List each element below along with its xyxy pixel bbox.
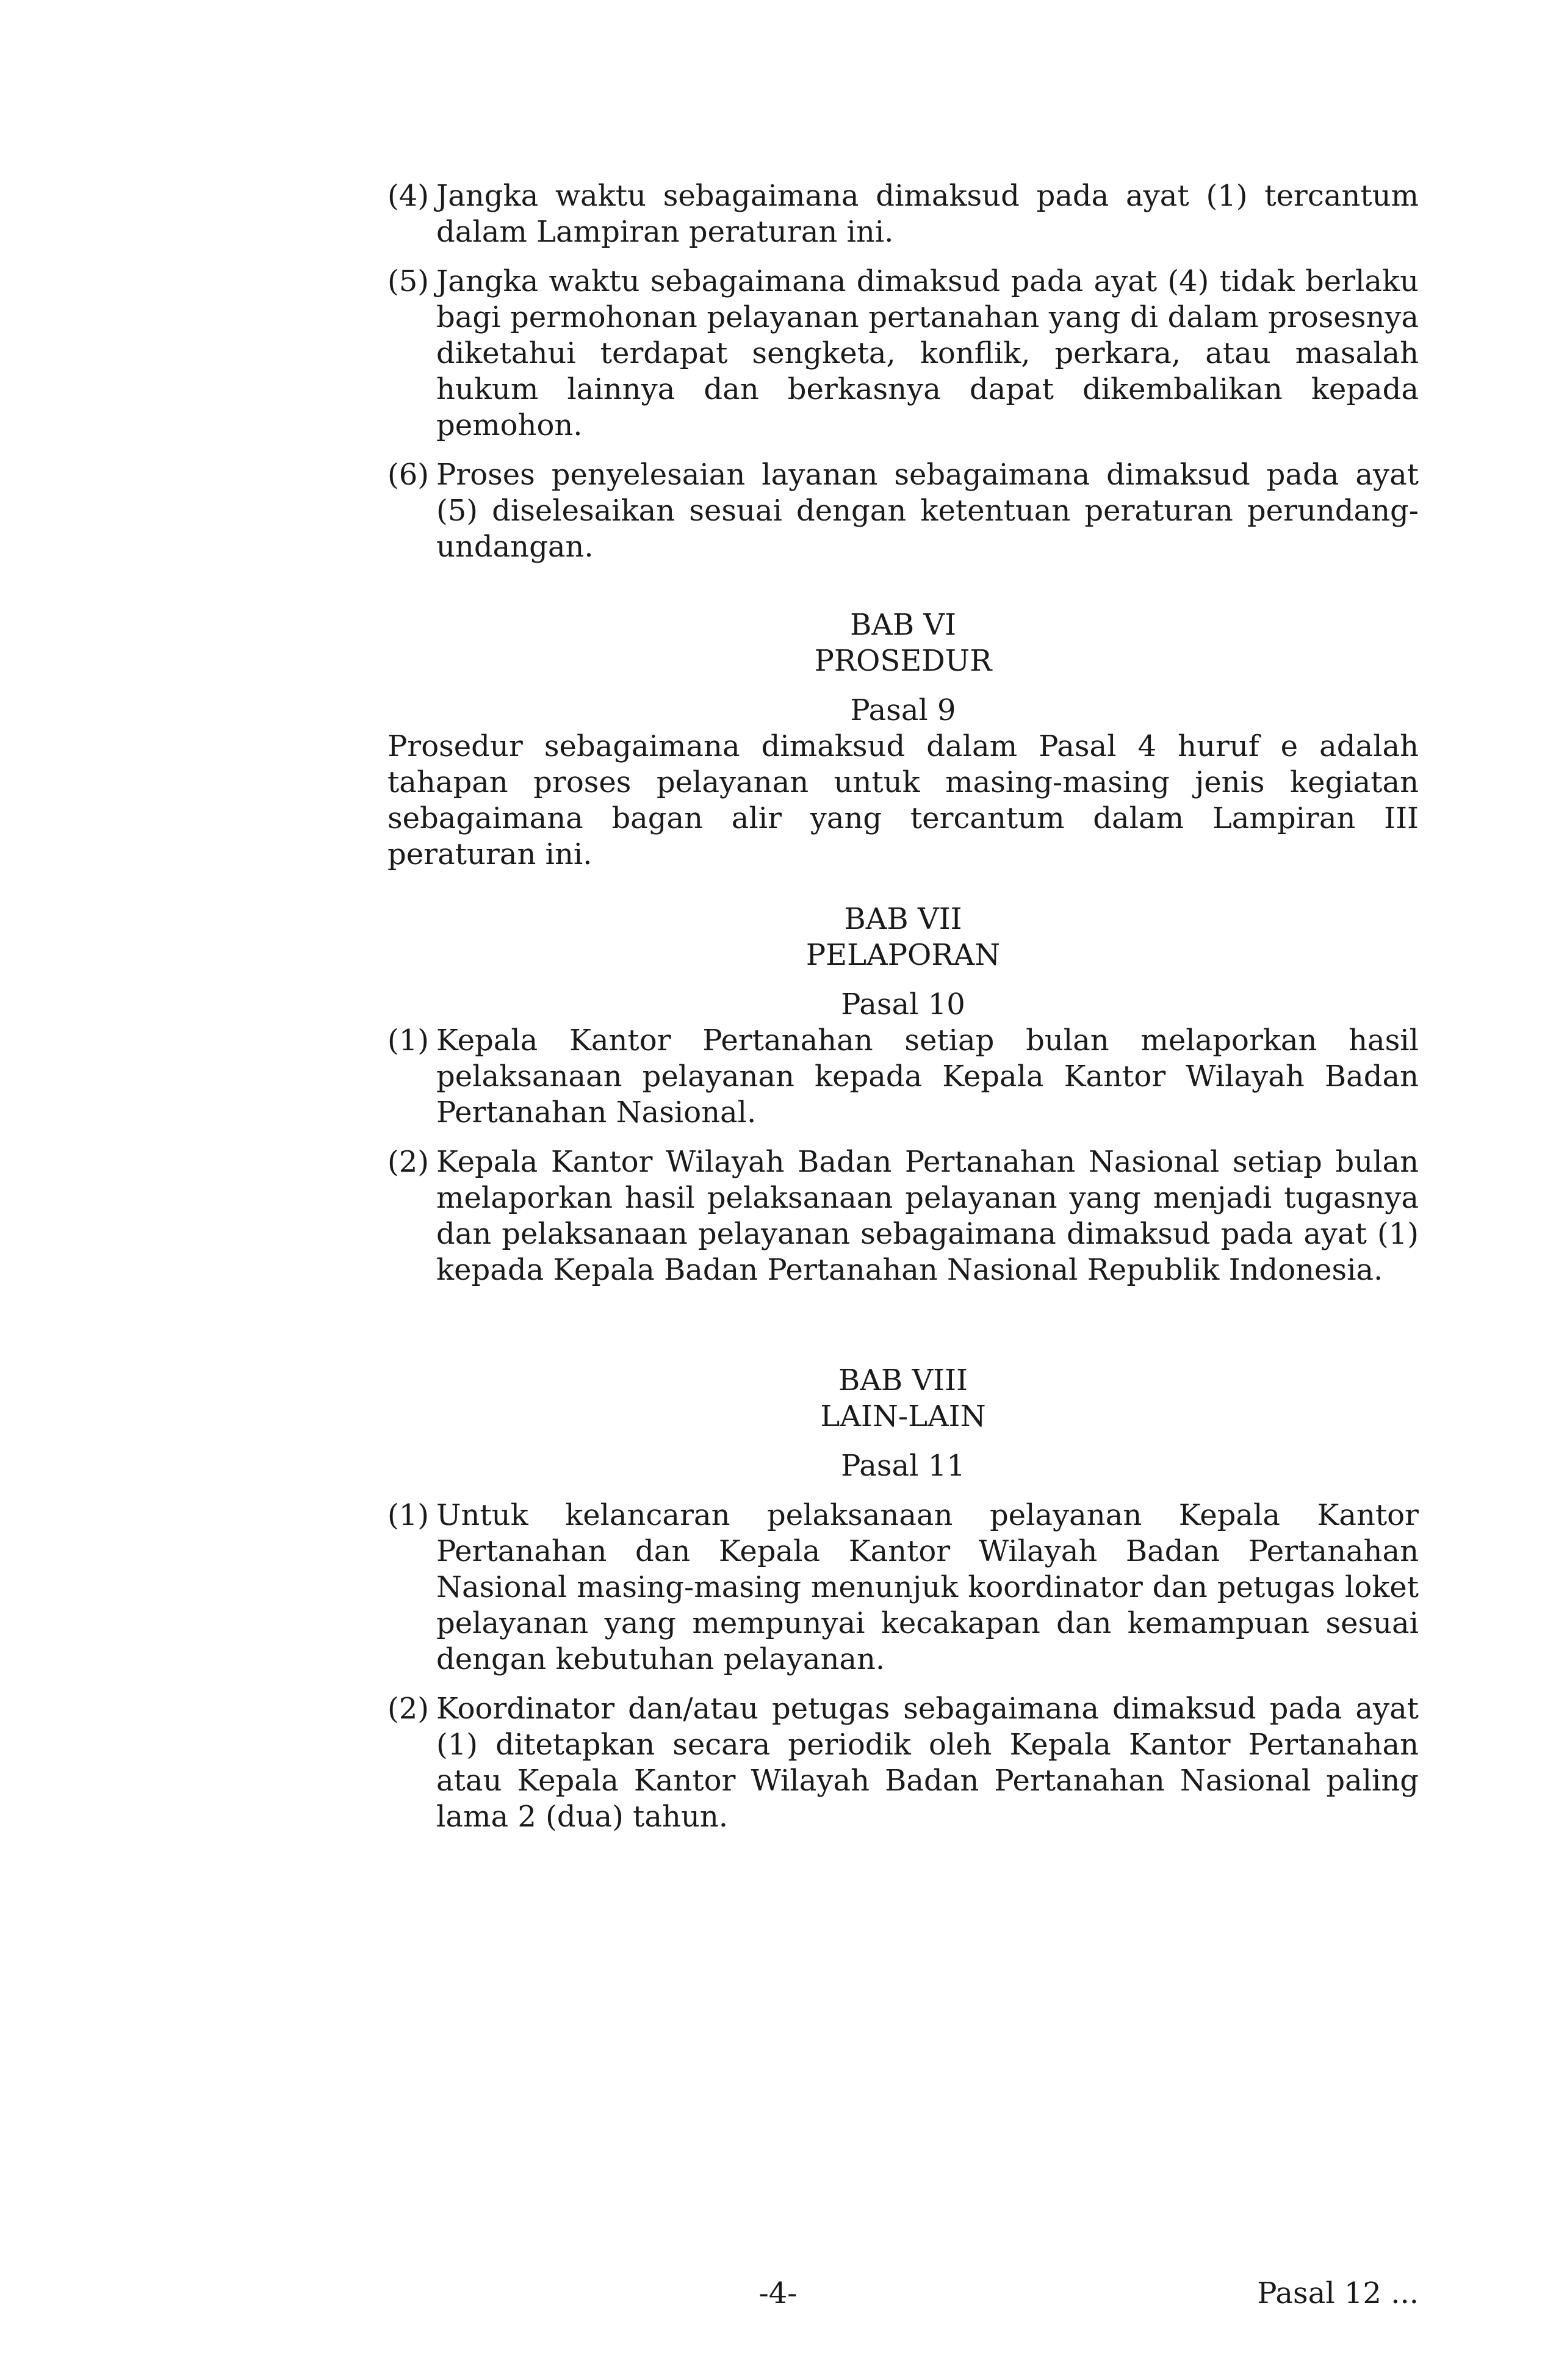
page-number: -4- bbox=[758, 2276, 798, 2310]
item-number: (5) bbox=[387, 264, 429, 298]
chapter-title: PELAPORAN bbox=[805, 938, 1001, 972]
chapter-title: LAIN-LAIN bbox=[820, 1399, 986, 1433]
item-text: Kepala Kantor Pertanahan setiap bulan melaporkan hasil pelaksanaan pelayanan kepada Kepala Kantor Wilayah Badan Pertanahan Nasional. bbox=[436, 1023, 1419, 1130]
list-item bbox=[387, 1498, 1419, 1678]
chapter-title: PROSEDUR bbox=[814, 644, 992, 678]
article-paragraph: Prosedur sebagaimana dimaksud dalam Pasal 4 huruf e adalah tahapan proses pelayanan untuk masing-masing jenis kegiatan sebagaimana bagan alir yang tercantum dalam Lampiran III peraturan ini. bbox=[387, 729, 1419, 871]
list-item bbox=[387, 457, 1419, 565]
item-text: Jangka waktu sebagaimana dimaksud pada ayat (1) tercantum dalam Lampiran peraturan ini. bbox=[436, 179, 1419, 249]
item-number: (4) bbox=[387, 179, 429, 213]
item-number: (1) bbox=[387, 1498, 429, 1532]
item-number: (6) bbox=[387, 458, 429, 492]
list-item bbox=[387, 1144, 1419, 1288]
chapter-number: BAB VIII bbox=[838, 1363, 968, 1397]
item-text: Jangka waktu sebagaimana dimaksud pada ayat (4) tidak berlaku bagi permohonan pelayanan pertanahan yang di dalam prosesnya diketahui terdapat sengketa, konflik, perkara, atau masalah hukum lainnya dan berkasnya dapat dikembalikan kepada pemohon. bbox=[436, 264, 1419, 442]
item-text: Kepala Kantor Wilayah Badan Pertanahan Nasional setiap bulan melaporkan hasil pelaksanaan pelayanan yang menjadi tugasnya dan pelaksanaan pelayanan sebagaimana dimaksud pada ayat (1) kepada Kepala Badan Pertanahan Nasional Republik Indonesia. bbox=[436, 1145, 1419, 1287]
list-item bbox=[387, 264, 1419, 444]
list-item bbox=[387, 1691, 1419, 1835]
document-content bbox=[387, 178, 1419, 1848]
article-heading: Pasal 9 bbox=[850, 693, 956, 727]
item-number: (2) bbox=[387, 1692, 429, 1726]
item-text: Untuk kelancaran pelaksanaan pelayanan Kepala Kantor Pertanahan dan Kepala Kantor Wilayah Badan Pertanahan Nasional masing-masing menunjuk koordinator dan petugas loket pelayanan yang mempunyai kecakapan dan kemampuan sesuai dengan kebutuhan pelayanan. bbox=[436, 1498, 1419, 1676]
chapter-number: BAB VI bbox=[849, 608, 957, 642]
item-text: Proses penyelesaian layanan sebagaimana dimaksud pada ayat (5) diselesaikan sesuai dengan ketentuan peraturan perundang-undangan. bbox=[436, 458, 1419, 564]
chapter-number: BAB VII bbox=[844, 902, 962, 936]
article-heading: Pasal 10 bbox=[841, 987, 965, 1022]
item-number: (2) bbox=[387, 1145, 429, 1179]
list-item bbox=[387, 1023, 1419, 1131]
article-heading: Pasal 11 bbox=[841, 1449, 965, 1483]
next-page-reference: Pasal 12 ... bbox=[1257, 2276, 1419, 2310]
item-text: Koordinator dan/atau petugas sebagaimana dimaksud pada ayat (1) ditetapkan secara periodik oleh Kepala Kantor Pertanahan atau Kepala Kantor Wilayah Badan Pertanahan Nasional paling lama 2 (dua) tahun. bbox=[436, 1692, 1419, 1834]
list-item bbox=[387, 178, 1419, 250]
item-number: (1) bbox=[387, 1023, 429, 1058]
